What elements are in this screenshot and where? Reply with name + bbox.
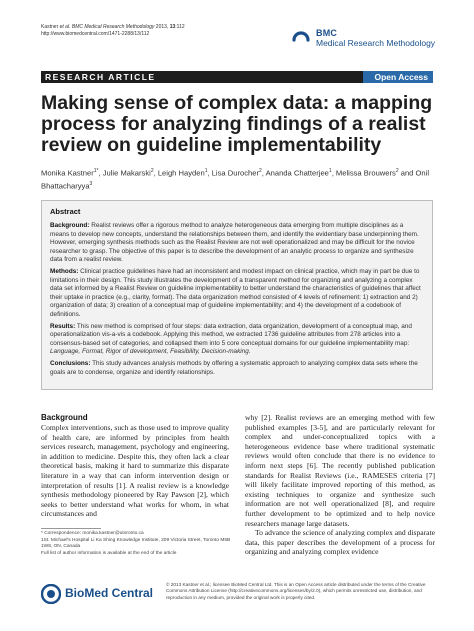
correspondence-note[interactable]: * Correspondence: monika.kastner@utoronto.ca	[41, 531, 144, 536]
publisher-name: BioMed Central	[65, 586, 154, 600]
bmc-logo-icon	[292, 26, 310, 44]
abstract-background-text: Realist reviews offer a rigorous method to analyze heterogeneous data emerging from multiple disciplines as a means to develop new concepts, understand the relationships between them, and identify the evidentiary base underpinning them. However, emerging synthesis methods such as the Realist Review are not well operationalized and may be difficult for the novice researcher to grasp. The objective of this paper is to describe the development of an analytic process to organize and synthesize data from a realist review.	[50, 222, 419, 264]
abstract-results-text: This new method is comprised of four steps: data extraction, data organization, development of a conceptual map, and operationalization vis-a-vis a codebook. Applying this method, we extracted 1736 guideline attributes from 278 articles into a consensus-based set of categories, and collapsed them into 5 core conceptual domains for our guideline implementability map:	[50, 322, 412, 347]
biomed-central-logo-icon	[41, 584, 61, 604]
publisher-logo	[41, 580, 154, 608]
body-column-right	[245, 413, 435, 557]
abstract-methods-label: Methods:	[50, 267, 79, 275]
abstract-methods-text: Clinical practice guidelines have had an inconsistent and modest impact on clinical practice, which may in part be due to limitations in their design. This study illustrates the development of a transparent method for organizing and analyzing a complex data set informed by a Realist Review on guideline implementability to better understand the characteristics of guidelines that affect their uptake in practice (e.g., clarity, format). The data organization method consisted of 4 levels of refinement: 1) extraction and 2) organization of data; 3) creation of a conceptual map of guideline implementability; and 4) the development of a codebook of definitions.	[50, 267, 421, 318]
author-affiliation-marker: 1*	[93, 168, 99, 174]
body-column-left	[41, 413, 229, 519]
abstract-box	[41, 200, 433, 390]
author-name: , Julie Makarski	[98, 168, 151, 178]
author-name: Monika Kastner	[41, 168, 94, 178]
open-access-badge	[363, 71, 433, 83]
abstract-background	[50, 222, 424, 265]
citation-year: 2013,	[154, 24, 170, 30]
author-name: , Lisa Durocher	[207, 168, 259, 178]
article-type: RESEARCH ARTICLE	[45, 72, 156, 82]
article-type-bar	[41, 71, 433, 83]
abstract-methods	[50, 268, 424, 320]
abstract-background-label: Background:	[50, 222, 90, 229]
author-affiliation-marker: 2	[150, 168, 154, 174]
section-heading-background: Background	[41, 413, 88, 422]
journal-logo	[292, 26, 442, 66]
citation-volume: 13	[169, 24, 176, 30]
footnotes	[41, 531, 231, 557]
author-affiliation-marker: 3	[89, 180, 93, 187]
author-name: , Ananda Chatterjee	[261, 168, 329, 178]
author-affiliation-marker: 1	[204, 168, 208, 174]
author-affiliation-marker: 2	[258, 168, 262, 174]
abstract-results-end: .	[248, 348, 251, 356]
journal-brand: BMC	[316, 28, 338, 38]
body-paragraph: To advance the science of analyzing complex and disparate data, this paper describes the development of a process for organizing and analyzing complex evidence	[245, 528, 435, 557]
abstract-conclusions-text: This study advances analysis methods by offering a systematic approach to analyzing complex data sets where the goals are to condense, organize and identify relationships.	[50, 359, 418, 376]
citation-page: :112	[175, 24, 185, 30]
citation-etal: et al.	[59, 24, 71, 30]
publisher-footer	[41, 580, 433, 610]
author-affiliation-marker: 1	[328, 168, 332, 174]
author-info-note: Full list of author information is available at the end of the article	[41, 550, 177, 556]
abstract-heading: Abstract	[50, 207, 81, 216]
license-text: © 2013 Kastner et al.; licensee BioMed Central Ltd. This is an Open Access article distributed under the terms of the Creative Commons Attribution License (http://creativecommons.org/licenses/by/2.0), which permits unrestricted use, distribution, and reproduction in any medium, provided the original work is properly cited.	[166, 582, 426, 600]
abstract-results-domains: Language, Format, Rigor of development, Feasibility, Decision-making	[50, 348, 249, 356]
citation-header	[41, 24, 185, 38]
citation-authors: Kastner	[41, 24, 60, 30]
author-name: , Leigh Hayden	[153, 168, 205, 178]
citation-line	[41, 24, 185, 31]
citation-journal: BMC Medical Research Methodology	[70, 24, 155, 30]
body-paragraph: Complex interventions, such as those used to improve quality of health care, are informed by principles from health services research, management, psychology and engineering, in addition to medicine. Despite this, they often lack a clear theoretical basis, making it hard to summarize this disparate literature in a way that can inform intervention design or interpretation of results [1]. A realist review is a knowledge synthesis methodology pioneered by Ray Pawson [2], which seeks to better understand what works for whom, in what circumstances and	[41, 423, 229, 519]
abstract-conclusions	[50, 360, 424, 377]
author-affiliation-marker: 2	[395, 168, 399, 174]
journal-name: Medical Research Methodology	[316, 38, 436, 48]
citation-url[interactable]: http://www.biomedcentral.com/1471-2288/13/112	[41, 31, 150, 37]
abstract-conclusions-label: Conclusions:	[50, 359, 91, 367]
footnote-divider	[41, 528, 101, 529]
abstract-results	[50, 323, 424, 357]
author-list	[41, 166, 433, 191]
open-access-label: Open Access	[374, 72, 428, 82]
author-name: and Onil Bhattacharyya	[41, 168, 430, 191]
article-title: Making sense of complex data: a mapping process for analyzing findings of a realist review on guideline implementability	[41, 92, 433, 156]
affiliation-note: 1St. Michael's Hospital Li Ka Shing Knowledge Institute, 209 Victoria Street, Toronto M5B 1W8, ON, Canada	[41, 537, 231, 550]
abstract-results-label: Results:	[50, 322, 76, 330]
author-name: , Melissa Brouwers	[331, 168, 396, 178]
body-paragraph: why [2]. Realist reviews are an emerging method with few published examples [3-5], and are particularly relevant for complex and under-conceptualized topics with a heterogeneous evidence base where traditional systematic reviews would often conclude that there is no evidence to inform next steps [6]. The recently published publication standards for Realist Reviews (i.e., RAMESES criteria [7] will likely facilitate improved reporting of this method, as existing techniques to organize and synthesize such information are not well operationalized [8], and require further development to be optimized and to help novice researchers manage large datasets.	[245, 413, 435, 528]
